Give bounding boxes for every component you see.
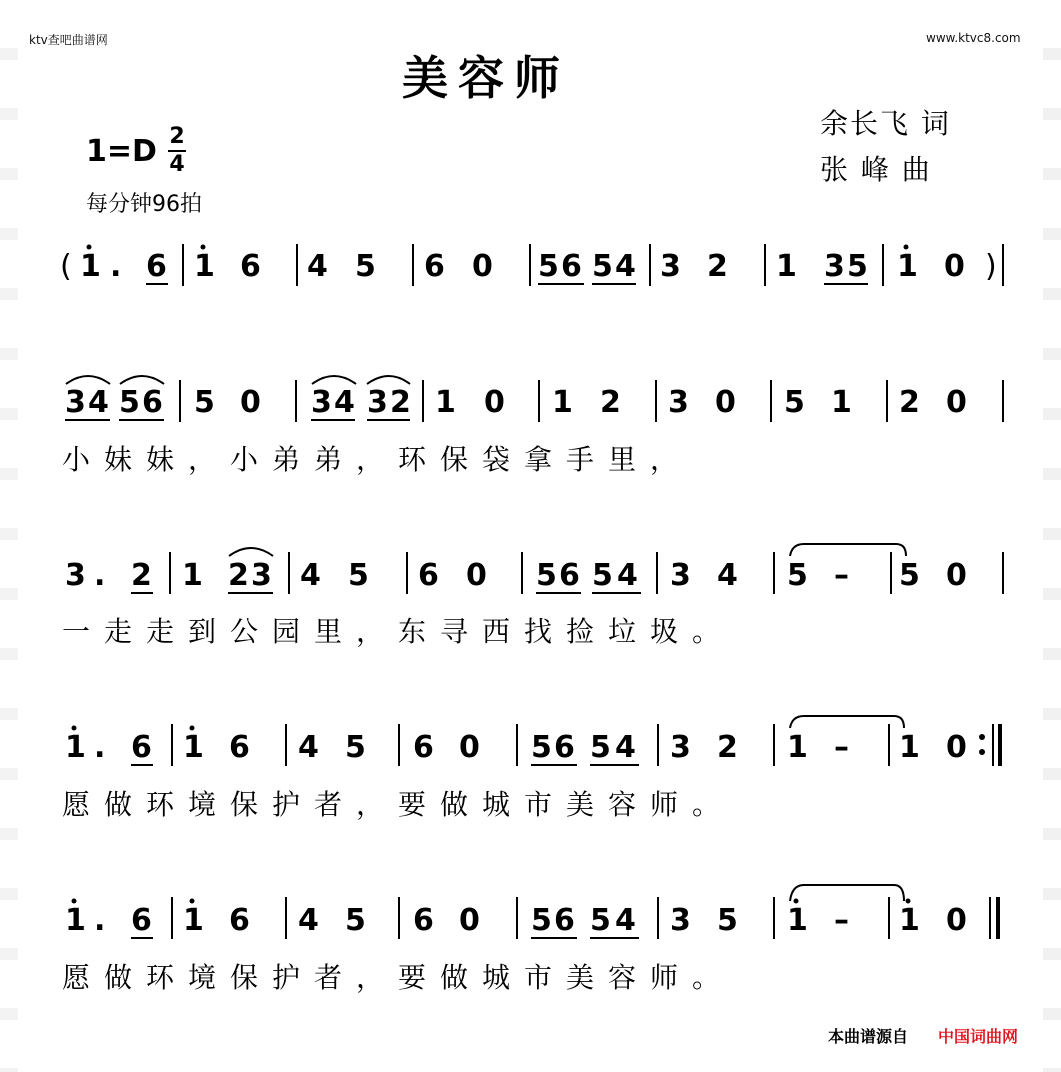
svg-text:1: 1 — [80, 249, 101, 284]
svg-text:0: 0 — [459, 903, 480, 938]
svg-text:0: 0 — [946, 730, 967, 765]
svg-text:2: 2 — [390, 385, 411, 420]
svg-text:2: 2 — [228, 558, 249, 593]
svg-text:1: 1 — [787, 730, 808, 765]
svg-text:6: 6 — [561, 249, 582, 284]
edge-watermark-strip — [1043, 0, 1061, 1072]
svg-text:4: 4 — [88, 385, 109, 420]
svg-text:5: 5 — [538, 249, 559, 284]
svg-text:5: 5 — [348, 558, 369, 593]
svg-text:4: 4 — [298, 730, 319, 765]
svg-text:1: 1 — [65, 730, 86, 765]
svg-text:1: 1 — [182, 558, 203, 593]
svg-text:1: 1 — [194, 249, 215, 284]
svg-text:1: 1 — [435, 385, 456, 420]
svg-text:3: 3 — [670, 558, 691, 593]
svg-text:6: 6 — [131, 903, 152, 938]
svg-text:5: 5 — [847, 249, 868, 284]
svg-text:0: 0 — [715, 385, 736, 420]
svg-text:.: . — [94, 903, 106, 938]
line-2-notes — [65, 385, 967, 420]
svg-text:0: 0 — [484, 385, 505, 420]
svg-text:2: 2 — [899, 385, 920, 420]
svg-text:0: 0 — [459, 730, 480, 765]
svg-text:5: 5 — [787, 558, 808, 593]
svg-text:): ) — [985, 249, 997, 284]
meter-top: 2 — [169, 124, 185, 149]
header-left-link[interactable]: ktv查吧曲谱网 — [29, 33, 108, 47]
song-title: 美容师 — [402, 51, 570, 105]
tempo-marking: 每分钟96拍 — [86, 192, 202, 217]
svg-text:5: 5 — [590, 730, 611, 765]
lyrics-line-3: 一走走到公园里，东寻西找捡垃圾。 — [62, 615, 735, 648]
svg-text:6: 6 — [424, 249, 445, 284]
svg-text:5: 5 — [345, 903, 366, 938]
svg-text:5: 5 — [592, 249, 613, 284]
svg-text:1: 1 — [183, 903, 204, 938]
svg-text:.: . — [94, 558, 106, 593]
edge-watermark-strip-left — [0, 0, 18, 1072]
svg-text:1: 1 — [183, 730, 204, 765]
svg-text:0: 0 — [946, 903, 967, 938]
svg-text:(: ( — [60, 249, 72, 284]
svg-text:.: . — [110, 249, 122, 284]
svg-text:3: 3 — [65, 558, 86, 593]
svg-text:2: 2 — [707, 249, 728, 284]
lyrics-line-5: 愿做环境保护者，要做城市美容师。 — [62, 961, 735, 994]
svg-text:4: 4 — [717, 558, 738, 593]
svg-text:4: 4 — [298, 903, 319, 938]
svg-text:5: 5 — [531, 903, 552, 938]
svg-text:4: 4 — [617, 558, 638, 593]
svg-text:1: 1 — [787, 903, 808, 938]
svg-text:3: 3 — [824, 249, 845, 284]
svg-text:–: – — [834, 903, 849, 938]
lyricist-credit: 余长飞 词 — [820, 107, 951, 140]
svg-text:6: 6 — [229, 730, 250, 765]
svg-text:0: 0 — [240, 385, 261, 420]
svg-text:5: 5 — [592, 558, 613, 593]
svg-text:1: 1 — [897, 249, 918, 284]
svg-text:0: 0 — [944, 249, 965, 284]
svg-text:5: 5 — [536, 558, 557, 593]
svg-text:6: 6 — [240, 249, 261, 284]
svg-text:6: 6 — [418, 558, 439, 593]
svg-text:–: – — [834, 730, 849, 765]
svg-text:0: 0 — [466, 558, 487, 593]
svg-text:2: 2 — [131, 558, 152, 593]
svg-text:5: 5 — [899, 558, 920, 593]
svg-text:1: 1 — [776, 249, 797, 284]
svg-text:5: 5 — [531, 730, 552, 765]
svg-text:0: 0 — [472, 249, 493, 284]
svg-text:5: 5 — [345, 730, 366, 765]
svg-text:4: 4 — [615, 730, 636, 765]
svg-text:4: 4 — [334, 385, 355, 420]
svg-text:0: 0 — [946, 385, 967, 420]
svg-text:5: 5 — [717, 903, 738, 938]
svg-text:3: 3 — [668, 385, 689, 420]
meter-bottom: 4 — [169, 152, 185, 177]
svg-text:6: 6 — [554, 730, 575, 765]
svg-text:6: 6 — [131, 730, 152, 765]
svg-text:5: 5 — [194, 385, 215, 420]
svg-text:0: 0 — [946, 558, 967, 593]
footer-source-label: 本曲谱源自 — [828, 1027, 909, 1046]
svg-text:3: 3 — [251, 558, 272, 593]
svg-text:2: 2 — [600, 385, 621, 420]
svg-text:6: 6 — [413, 903, 434, 938]
svg-text:6: 6 — [142, 385, 163, 420]
header-right-link[interactable]: www.ktvc8.com — [926, 31, 1021, 45]
svg-text:5: 5 — [119, 385, 140, 420]
svg-text:4: 4 — [300, 558, 321, 593]
svg-text:6: 6 — [559, 558, 580, 593]
composer-credit: 张 峰 曲 — [820, 153, 932, 186]
svg-text:3: 3 — [367, 385, 388, 420]
line-4-notes — [65, 726, 985, 766]
line-5-notes — [65, 899, 967, 939]
lyrics-line-4: 愿做环境保护者，要做城市美容师。 — [62, 788, 735, 821]
svg-text:3: 3 — [311, 385, 332, 420]
svg-text:–: – — [834, 558, 849, 593]
lyrics-line-2: 小妹妹，小弟弟，环保袋拿手里， — [62, 443, 693, 476]
svg-text:.: . — [94, 730, 106, 765]
svg-text:5: 5 — [590, 903, 611, 938]
svg-text:5: 5 — [784, 385, 805, 420]
svg-text:6: 6 — [554, 903, 575, 938]
svg-text:3: 3 — [670, 903, 691, 938]
svg-text:1: 1 — [65, 903, 86, 938]
svg-text:4: 4 — [307, 249, 328, 284]
footer-source-site[interactable]: 中国词曲网 — [938, 1027, 1019, 1046]
line-3-notes — [65, 558, 967, 593]
svg-text:1: 1 — [552, 385, 573, 420]
svg-text:3: 3 — [65, 385, 86, 420]
svg-text:3: 3 — [670, 730, 691, 765]
svg-text:4: 4 — [615, 249, 636, 284]
svg-text:5: 5 — [355, 249, 376, 284]
line-1-notes — [60, 245, 997, 285]
svg-text:1: 1 — [899, 903, 920, 938]
svg-text:6: 6 — [413, 730, 434, 765]
svg-text:2: 2 — [717, 730, 738, 765]
svg-text:6: 6 — [229, 903, 250, 938]
svg-text:1: 1 — [831, 385, 852, 420]
svg-text:4: 4 — [615, 903, 636, 938]
svg-text:1: 1 — [899, 730, 920, 765]
key-signature: 1=D — [86, 134, 157, 169]
svg-text:6: 6 — [146, 249, 167, 284]
svg-text:3: 3 — [660, 249, 681, 284]
